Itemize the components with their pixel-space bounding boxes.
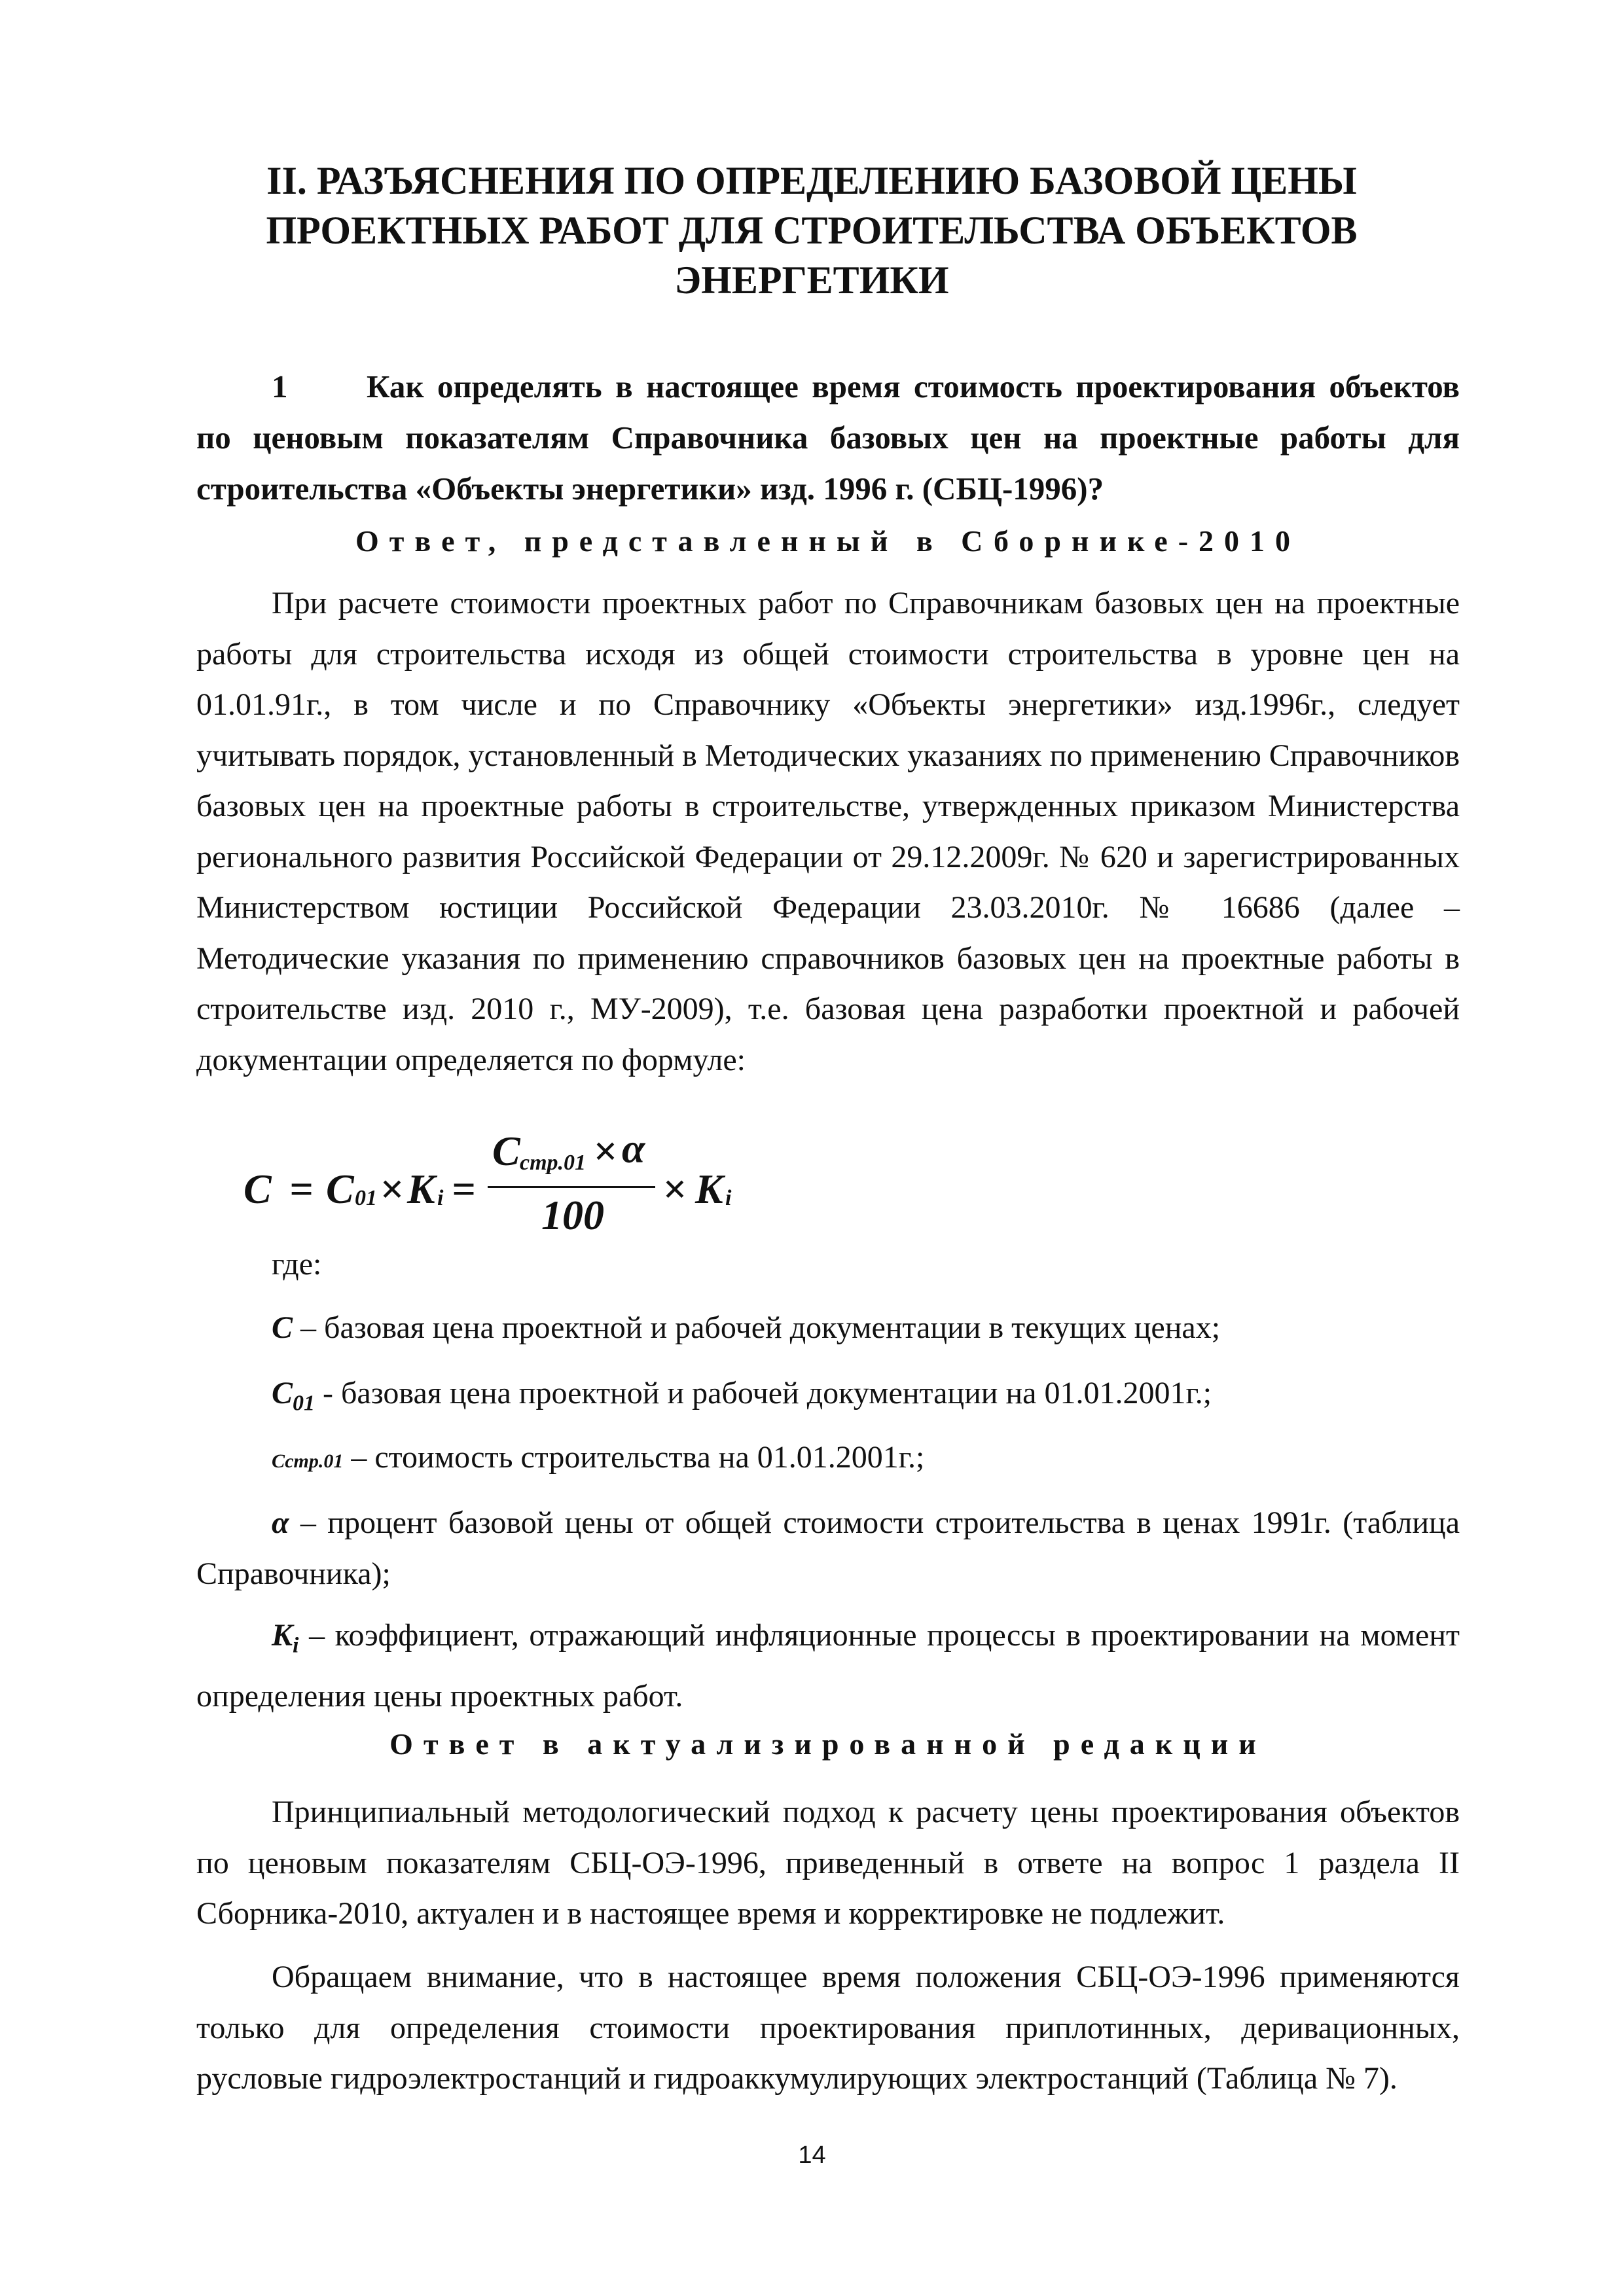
- definition-alpha: [196, 1498, 1460, 1599]
- answer-updated-paragraph-1: Принципиальный методологический подход к расчету цены проектирования объектов по ценовым показателям СБЦ-ОЭ-1996, приведенный в ответе на вопрос 1 раздела II Сборника-2010, актуален и в настоящее время и корректировке не подлежит.: [196, 1795, 1460, 1931]
- title-line-1: II. РАЗЪЯСНЕНИЯ ПО ОПРЕДЕЛЕНИЮ БАЗОВОЙ ЦЕНЫ: [266, 159, 1357, 202]
- definition-ki-text: – коэффициент, отражающий инфляционные процессы в проектировании на момент определения цены проектных работ.: [196, 1618, 1460, 1714]
- definition-alpha-symbol: α: [272, 1505, 289, 1540]
- formula-k1: K: [407, 1166, 435, 1212]
- answer-2010-heading: Ответ, представленный в Сборнике-2010: [355, 524, 1301, 558]
- formula-c01: C: [326, 1166, 354, 1212]
- definition-ki-subscript: i: [293, 1633, 299, 1658]
- formula-num-c: C: [492, 1128, 520, 1174]
- formula-denominator: 100: [541, 1192, 604, 1238]
- formula-k1-sub: i: [437, 1186, 444, 1210]
- answer-2010-paragraph: При расчете стоимости проектных работ по Справочникам базовых цен на проектные работы для строительства исходя из общей стоимости строительства в уровне цен на 01.01.91г., в том числе и по Справочнику «Объекты энергетики» изд.1996г., следует учитывать порядок, установленный в Методических указаниях по применению Справочников базовых цен на проектные работы в строительстве, утвержденных приказом Министерства регионального развития Российской Федерации от 29.12.2009г. № 620 и зарегистрированных Министерством юстиции Российской Федерации 23.03.2010г. № 16686 (далее – Методические указания по применению справочников базовых цен на проектные работы в строительстве изд. 2010 г., МУ-2009), т.е. базовая цена разработки проектной и рабочей документации определяется по формуле:: [196, 586, 1460, 1077]
- definition-ki-symbol: K: [272, 1618, 293, 1653]
- where-label: где:: [272, 1247, 322, 1282]
- question-text: Как определять в настоящее время стоимость проектирования объектов по ценовым показателям Справочника базовых цен на проектные работы для строительства «Объекты энергетики» изд. 1996 г. (СБЦ-1996)?: [196, 368, 1460, 507]
- formula-c01-sub: 01: [355, 1186, 377, 1210]
- definition-ki: [196, 1610, 1460, 1722]
- base-price-formula: [244, 1127, 833, 1258]
- definition-cstr-symbol: Сстр.01: [272, 1450, 344, 1472]
- definition-c01-subscript: 01: [293, 1391, 316, 1416]
- definition-c-text: – базовая цена проектной и рабочей документации в текущих ценах;: [293, 1310, 1221, 1345]
- definition-cstr: [196, 1432, 1460, 1487]
- formula-k2-sub: i: [725, 1186, 732, 1210]
- formula-times2: ×: [662, 1166, 687, 1212]
- formula-num-sub: стр.01: [520, 1151, 586, 1175]
- title-line-3: ЭНЕРГЕТИКИ: [674, 259, 949, 302]
- definition-cstr-text: – стоимость строительства на 01.01.2001г.;: [343, 1440, 925, 1475]
- formula-num-times: ×: [593, 1128, 617, 1174]
- definition-alpha-text: – процент базовой цены от общей стоимости строительства в ценах 1991г. (таблица Справочника);: [196, 1505, 1460, 1591]
- answer-updated-paragraph-2: Обращаем внимание, что в настоящее время положения СБЦ-ОЭ-1996 применяются только для определения стоимости проектирования приплотинных, деривационных, русловые гидроэлектростанций и гидроаккумулирующих электростанций (Таблица № 7).: [196, 1960, 1460, 2096]
- formula-eq2: =: [452, 1166, 476, 1212]
- definition-c: [196, 1302, 1460, 1354]
- formula-k2: K: [695, 1166, 723, 1212]
- definition-c01: [196, 1368, 1460, 1429]
- title-line-2: ПРОЕКТНЫХ РАБОТ ДЛЯ СТРОИТЕЛЬСТВА ОБЪЕКТОВ: [266, 209, 1358, 252]
- page-number: 14: [798, 2142, 826, 2169]
- formula-times1: ×: [380, 1166, 404, 1212]
- definition-c01-symbol: С: [272, 1376, 293, 1410]
- question-number: 1: [272, 368, 288, 404]
- formula-c: C: [244, 1166, 272, 1212]
- question-1: [196, 361, 1460, 514]
- answer-updated-heading: Ответ в актуализированной редакции: [389, 1727, 1267, 1761]
- page-title: [196, 156, 1427, 305]
- formula-num-alpha: α: [622, 1125, 645, 1172]
- definition-c-symbol: С: [272, 1310, 293, 1345]
- definition-c01-text: - базовая цена проектной и рабочей документации на 01.01.2001г.;: [315, 1376, 1212, 1410]
- formula-fraction-line: [488, 1186, 655, 1188]
- formula-eq1: =: [289, 1166, 314, 1212]
